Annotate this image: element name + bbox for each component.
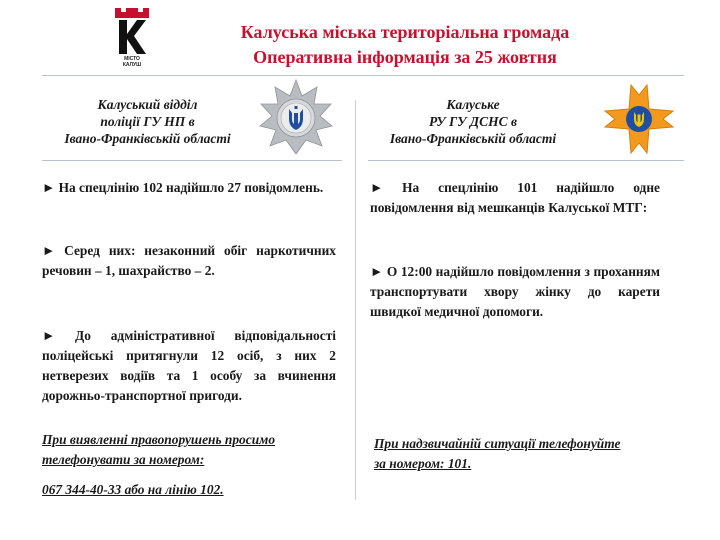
dsns-contact: При надзвичайній ситуації телефонуйте за номером: 101.: [374, 436, 621, 471]
header-line-2: Оперативна інформація за 25 жовтня: [253, 47, 557, 67]
police-star-icon: [258, 78, 334, 158]
page-header: [190, 20, 620, 70]
dsns-emblem-icon: [601, 82, 677, 156]
police-contact: При виявленні правопорушень просимо телефонувати за номером: 067 344-40-33 або на лінію 102.: [42, 432, 276, 497]
header-divider: [42, 75, 684, 76]
dsns-report-paragraph: ► На спецлінію 101 надійшло одне повідомлення від мешканців Калуської МТГ:: [370, 180, 660, 215]
right-divider: [368, 160, 684, 161]
police-report-paragraph: ► Серед них: незаконний обіг наркотичних речовин – 1, шахрайство – 2.: [42, 243, 336, 278]
dsns-department-title: Калуське РУ ГУ ДСНС в Івано-Франківській області: [389, 97, 557, 146]
header-line-1: Калуська міська територіальна громада: [240, 22, 570, 42]
dsns-report-paragraph: ► О 12:00 надійшло повідомлення з проханням транспортувати хвору жінку до карети швидкої медичної допомоги.: [370, 264, 660, 319]
column-divider: [355, 100, 356, 500]
police-department-title: Калуський відділ поліції ГУ НП в Івано-Франківській області: [64, 97, 231, 146]
police-report-paragraph: ► До адміністративної відповідальності поліцейські притягнули 12 осіб, з них 2 нетверезих водіїв та 1 особу за вчинення дорожньо-транспортної пригоди.: [42, 328, 336, 403]
left-divider: [42, 160, 342, 161]
logo-caption: МІСТО КАЛУШ: [122, 56, 142, 68]
police-report-paragraph: ► На спецлінію 102 надійшло 27 повідомлень.: [42, 180, 324, 195]
